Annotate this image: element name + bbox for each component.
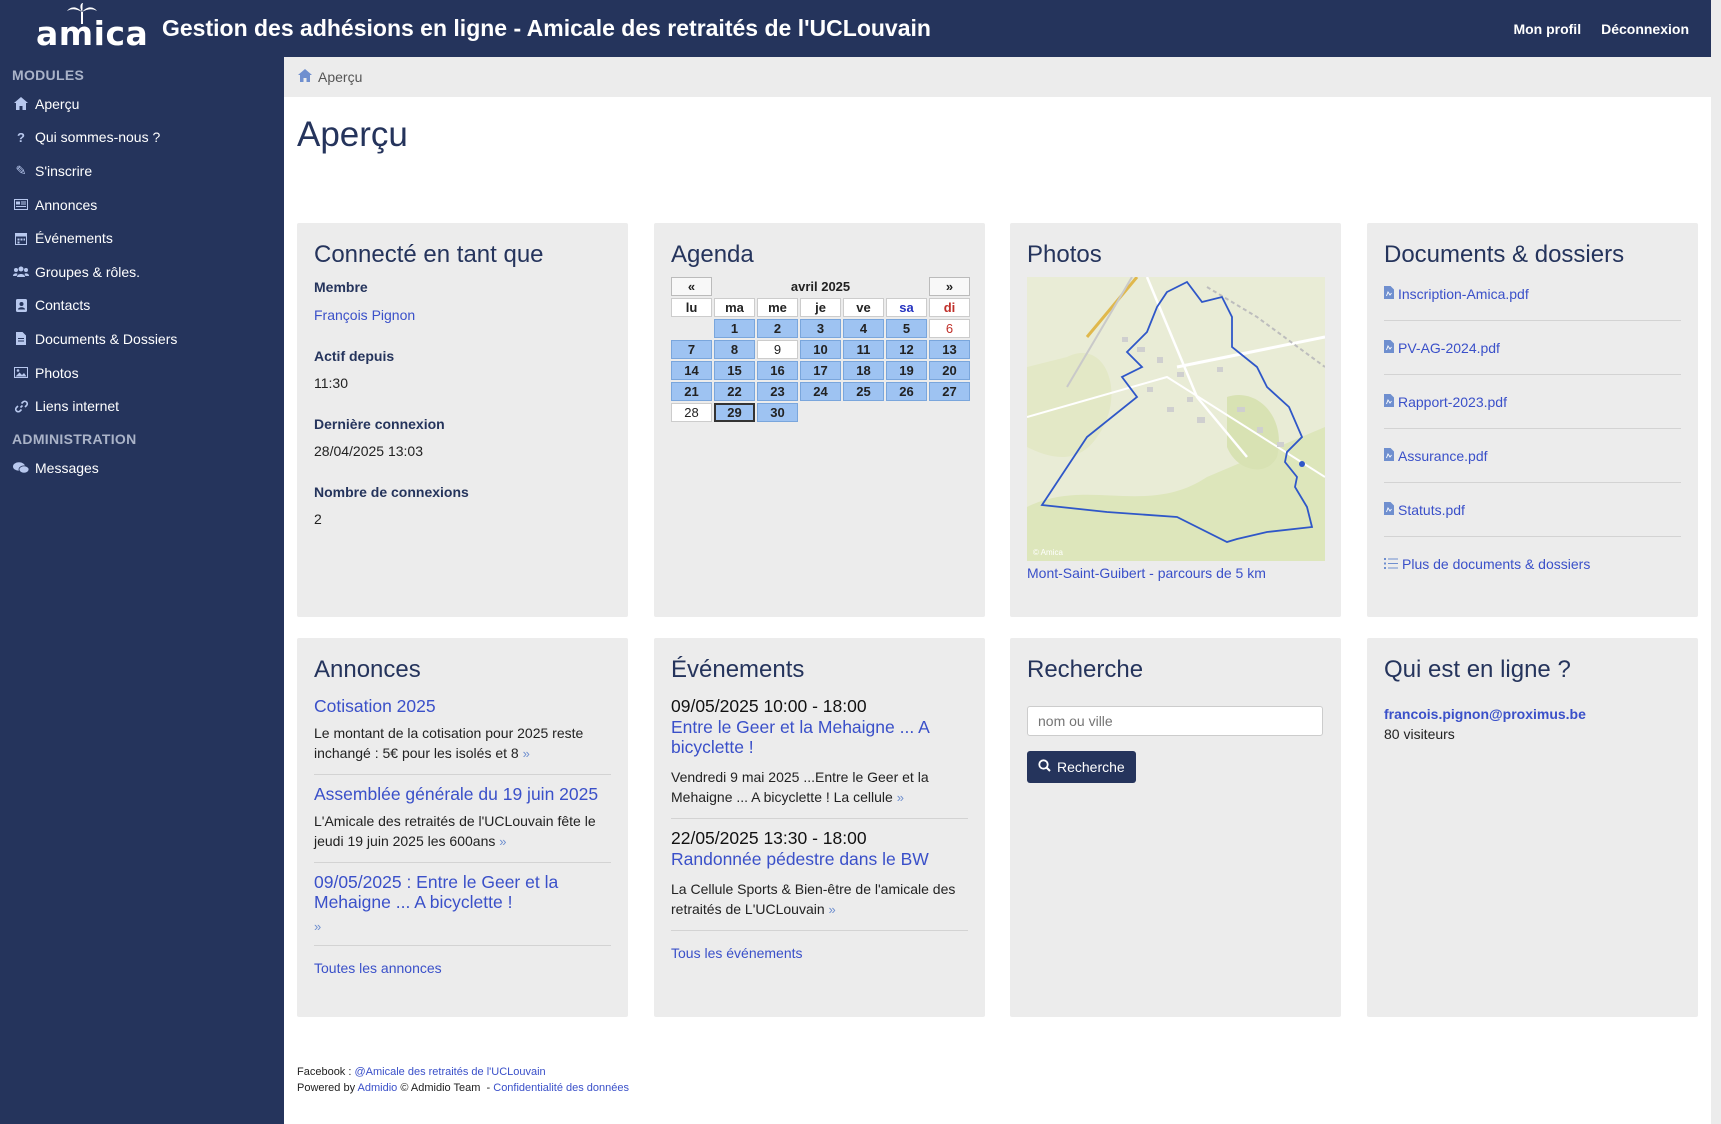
pdf-file-icon [1384,340,1394,356]
read-more-icon[interactable]: » [522,746,530,761]
calendar-day-today[interactable]: 29 [714,403,755,422]
event-title-link[interactable]: Randonnée pédestre dans le BW [671,849,929,869]
document-icon [13,332,29,345]
sidebar-item-links[interactable] [0,389,284,423]
last-login-value: 28/04/2025 13:03 [314,443,423,459]
divider [314,945,611,946]
breadcrumb [284,57,1711,97]
calendar-day[interactable]: 14 [671,361,712,380]
event-text: La Cellule Sports & Bien-être de l'amicale des retraités de L'UCLouvain [671,881,956,917]
sidebar-item-label: Photos [35,364,79,381]
document-link[interactable]: Assurance.pdf [1398,448,1488,464]
calendar-prev-button[interactable]: « [671,277,712,296]
search-card [1010,638,1341,1017]
logout-link[interactable]: Déconnexion [1601,20,1689,37]
page-title: Aperçu [297,115,408,154]
document-link[interactable]: PV-AG-2024.pdf [1398,340,1500,356]
sidebar-item-about[interactable] [0,121,284,155]
calendar-day[interactable]: 5 [886,319,927,338]
active-since-value: 11:30 [314,375,348,391]
agenda-card [654,223,985,617]
announcement-title-link[interactable]: Assemblée générale du 19 juin 2025 [314,784,599,804]
divider [1384,428,1681,429]
calendar-day[interactable]: 19 [886,361,927,380]
weekday-header: sa [886,298,927,317]
calendar-empty-cell [843,403,884,422]
calendar-day[interactable]: 27 [929,382,970,401]
calendar-day[interactable]: 20 [929,361,970,380]
sidebar-item-label: Messages [35,459,99,476]
divider [1384,536,1681,537]
scrollbar[interactable] [1711,0,1721,1124]
announcement-title-link[interactable]: 09/05/2025 : Entre le Geer et la Mehaigne ... A bicyclette ! [314,872,559,912]
image-icon [13,367,29,378]
breadcrumb-item[interactable]: Aperçu [318,69,363,85]
top-nav [1513,21,1689,37]
announcement-title-link[interactable]: Cotisation 2025 [314,696,436,716]
pencil-icon: ✎ [15,162,27,178]
calendar-day[interactable]: 4 [843,319,884,338]
card-title: Événements [671,656,805,683]
calendar-icon [13,232,29,245]
member-label: Membre [314,279,368,295]
calendar-day[interactable]: 25 [843,382,884,401]
calendar-day[interactable]: 8 [714,340,755,359]
home-icon [298,69,312,85]
divider [671,818,968,819]
login-count-value: 2 [314,511,322,527]
all-events-link[interactable]: Tous les événements [671,945,803,961]
newspaper-icon [13,199,29,210]
calendar-empty-cell [886,403,927,422]
event-date: 09/05/2025 10:00 - 18:00 [671,696,867,716]
footer-team: © Admidio Team - [397,1082,494,1094]
link-icon [13,400,29,413]
footer [297,1064,629,1096]
sidebar-item-announcements[interactable] [0,188,284,222]
login-info-card [297,223,628,617]
calendar-day[interactable]: 11 [843,340,884,359]
documents-card [1367,223,1698,617]
sidebar-item-documents[interactable] [0,322,284,356]
sidebar-heading-modules: MODULES [12,67,85,83]
pdf-file-icon [1384,394,1394,410]
calendar-empty-cell [929,403,970,422]
calendar [669,275,972,424]
event-text: Vendredi 9 mai 2025 ...Entre le Geer et la Mehaigne ... A bicyclette ! La cellule [671,769,929,805]
calendar-day[interactable]: 2 [757,319,798,338]
calendar-day[interactable]: 23 [757,382,798,401]
divider [671,930,968,931]
calendar-day[interactable]: 17 [800,361,841,380]
sidebar-item-label: Qui sommes-nous ? [35,129,161,146]
calendar-day[interactable]: 16 [757,361,798,380]
divider [1384,320,1681,321]
read-more-icon[interactable]: » [896,790,904,805]
card-title: Annonces [314,656,421,683]
chat-icon [13,462,29,474]
weekday-header: me [757,298,798,317]
main-content [284,57,1711,1124]
all-announcements-link[interactable]: Toutes les annonces [314,960,442,976]
footer-powered-label: Powered by [297,1082,358,1094]
sidebar-item-label: Liens internet [35,398,120,415]
online-card [1367,638,1698,1017]
footer-privacy-link[interactable]: Confidentialité des données [493,1082,630,1094]
calendar-day: 9 [757,340,798,359]
calendar-day[interactable]: 21 [671,382,712,401]
calendar-day[interactable]: 3 [800,319,841,338]
event-date: 22/05/2025 13:30 - 18:00 [671,828,867,848]
divider [1384,482,1681,483]
weekday-header: ma [714,298,755,317]
pdf-file-icon [1384,502,1394,518]
more-documents-link[interactable]: Plus de documents & dossiers [1402,556,1591,572]
card-title: Recherche [1027,656,1144,683]
footer-admidio-link[interactable]: Admidio [357,1082,398,1094]
events-card [654,638,985,1017]
read-more-icon[interactable]: » [314,919,322,934]
sidebar-heading-admin: ADMINISTRATION [12,430,137,447]
sidebar-item-groups[interactable] [0,255,284,289]
card-title: Qui est en ligne ? [1384,656,1571,683]
sidebar-item-apercu[interactable] [0,87,284,121]
card-title: Documents & dossiers [1384,241,1625,268]
calendar-empty-cell [800,403,841,422]
sidebar-item-events[interactable] [0,221,284,255]
search-button-label: Recherche [1057,759,1125,775]
sidebar-item-label: Documents & Dossiers [35,330,178,347]
photos-card [1010,223,1341,617]
calendar-day[interactable]: 7 [671,340,712,359]
calendar-month: avril 2025 [790,279,851,294]
login-count-label: Nombre de connexions [314,484,469,500]
calendar-day[interactable]: 18 [843,361,884,380]
sidebar [0,57,284,1124]
sidebar-item-label: Contacts [35,297,91,314]
last-login-label: Dernière connexion [314,416,445,432]
calendar-day[interactable]: 10 [800,340,841,359]
sidebar-item-label: Aperçu [35,95,80,112]
calendar-next-button[interactable]: » [929,277,970,296]
footer-facebook-link[interactable]: @Amicale des retraités de l'UCLouvain [354,1066,546,1078]
document-link[interactable]: Inscription-Amica.pdf [1398,286,1529,302]
pdf-file-icon [1384,286,1394,302]
card-title: Connecté en tant que [314,241,544,268]
calendar-day[interactable]: 13 [929,340,970,359]
profile-link[interactable]: Mon profil [1513,20,1582,37]
divider [314,862,611,863]
contact-icon [13,299,29,312]
calendar-day[interactable]: 30 [757,403,798,422]
calendar-empty-cell [671,319,712,338]
map-watermark: © Amica [1033,548,1063,557]
photo-caption-link[interactable]: Mont-Saint-Guibert - parcours de 5 km [1027,565,1266,581]
document-link[interactable]: Statuts.pdf [1398,502,1465,518]
announcement-text: Le montant de la cotisation pour 2025 reste inchangé : 5€ pour les isolés et 8 [314,725,584,761]
users-icon [13,266,29,277]
weekday-header: je [800,298,841,317]
calendar-day[interactable]: 1 [714,319,755,338]
search-button[interactable] [1027,751,1136,783]
sidebar-item-label: Annonces [35,196,98,213]
weekday-header: ve [843,298,884,317]
list-icon [1384,557,1398,572]
divider [314,774,611,775]
calendar-day: 6 [929,319,970,338]
calendar-day: 28 [671,403,712,422]
visitor-count: 80 visiteurs [1384,726,1455,742]
sidebar-item-label: Groupes & rôles. [35,263,141,280]
sidebar-item-label: S'inscrire [35,162,93,179]
online-user-link[interactable]: francois.pignon@proximus.be [1384,706,1586,722]
calendar-day[interactable]: 22 [714,382,755,401]
question-icon: ? [17,129,25,145]
card-title: Agenda [671,241,754,268]
pdf-file-icon [1384,448,1394,464]
weekday-header: lu [671,298,712,317]
announcements-card [297,638,628,1017]
sidebar-item-messages[interactable] [0,451,284,485]
logo[interactable] [0,0,160,57]
read-more-icon[interactable]: » [499,834,507,849]
card-title: Photos [1027,241,1102,268]
calendar-day[interactable]: 24 [800,382,841,401]
route-map-image[interactable] [1027,277,1325,561]
sidebar-item-label: Événements [35,230,113,247]
document-link[interactable]: Rapport-2023.pdf [1398,394,1507,410]
sidebar-item-photos[interactable] [0,356,284,390]
member-name-link[interactable]: François Pignon [314,307,416,323]
event-title-link[interactable]: Entre le Geer et la Mehaigne ... A bicyclette ! [671,717,929,757]
read-more-icon[interactable]: » [828,902,836,917]
search-input[interactable] [1027,706,1323,736]
announcement-text: L'Amicale des retraités de l'UCLouvain fête le jeudi 19 juin 2025 les 600ans [314,813,596,849]
top-bar [0,0,1711,57]
search-icon [1038,759,1051,775]
calendar-day[interactable]: 12 [886,340,927,359]
home-icon [13,97,29,110]
logo-text: amica [36,14,149,53]
calendar-day[interactable]: 15 [714,361,755,380]
weekday-header: di [929,298,970,317]
calendar-day[interactable]: 26 [886,382,927,401]
app-title: Gestion des adhésions en ligne - Amicale des retraités de l'UCLouvain [162,15,931,41]
footer-facebook-label: Facebook : [297,1066,355,1078]
sidebar-item-register[interactable] [0,154,284,188]
active-since-label: Actif depuis [314,348,395,364]
sidebar-item-contacts[interactable] [0,289,284,323]
divider [1384,374,1681,375]
